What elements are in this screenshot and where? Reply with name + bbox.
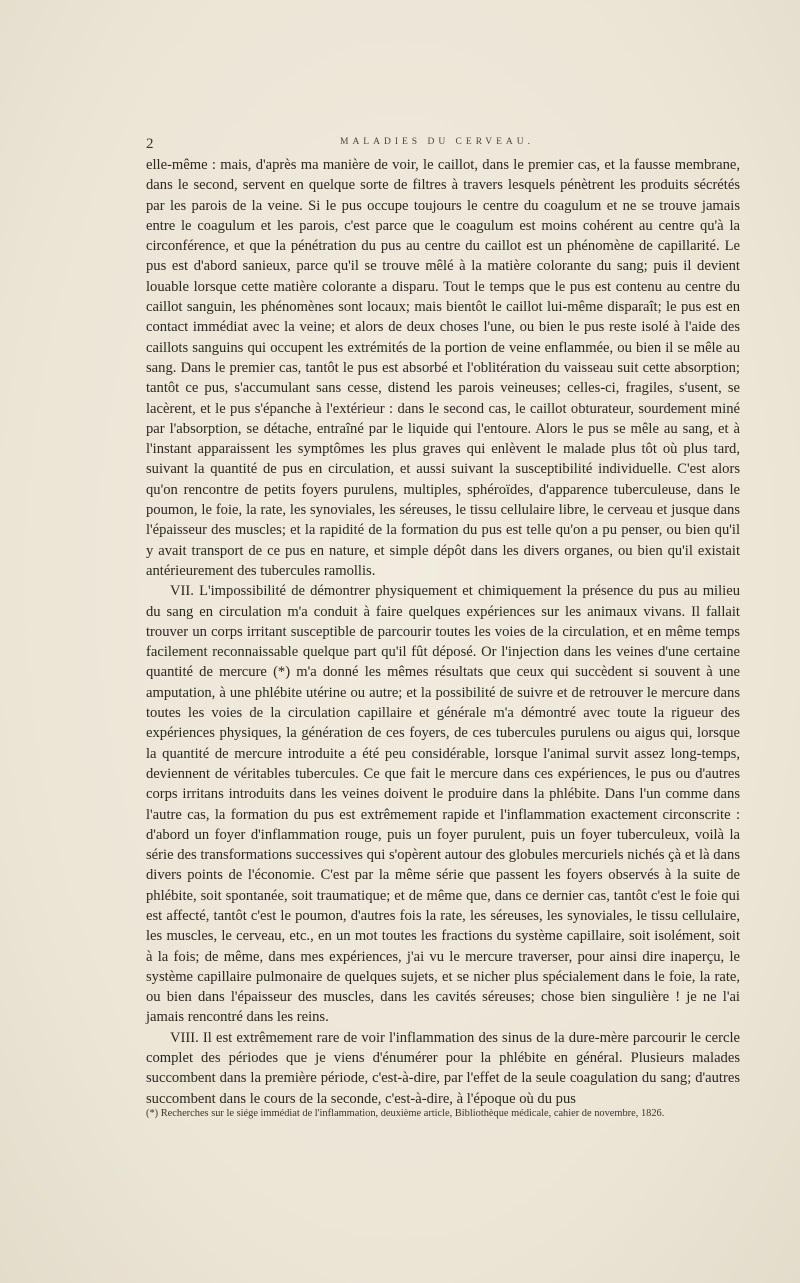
running-head: MALADIES DU CERVEAU. <box>340 137 535 147</box>
paragraph-continuation: elle-même : mais, d'après ma manière de voir, le caillot, dans le premier cas, et la fausse membrane, dans le second, servent en quelque sorte de filtres à travers lesquels pénètrent les produits sécrétés par les parois de la veine. Si le pus occupe toujours le centre du coagulum et ne se trouve jamais entre le coagulum et les parois, c'est parce que le coagulum est moins cohérent au centre qu'à la circonférence, et que la pénétration du pus au centre du caillot est un phénomène de capillarité. Le pus est d'abord sanieux, parce qu'il se trouve mêlé à la matière colorante du sang; puis il devient louable lorsque cette matière colorante a disparu. Tout le temps que le pus est contenu au centre du caillot sanguin, les phénomènes sont locaux; mais bientôt le caillot lui-même disparaît; le pus est en contact immédiat avec la veine; et alors de deux choses l'une, ou bien le pus reste isolé à l'aide des caillots sanguins qui occupent les extrémités de la portion de veine enflammée, ou bien il se mêle au sang. Dans le premier cas, tantôt le pus est absorbé et l'oblitération du vaisseau suit cette absorption; tantôt ce pus, s'accumulant sans cesse, distend les parois veineuses; celles-ci, fragiles, s'usent, se lacèrent, et le pus s'épanche à l'extérieur : dans le second cas, le caillot obturateur, sourdement miné par l'absorption, se détache, entraîné par le liquide qui l'entoure. Alors le pus se mêle au sang, et à l'instant apparaissent les symptômes les plus graves qui enlèvent le malade plus tôt où plus tard, suivant la quantité de pus en circulation, et aussi suivant la susceptibilité individuelle. C'est alors qu'on rencontre de petits foyers purulens, multiples, sphéroïdes, d'apparence tuberculeuse, dans le poumon, le foie, la rate, les synoviales, les séreuses, le tissu cellulaire libre, le cerveau et jusque dans l'épaisseur des muscles; et la rapidité de la formation du pus est telle qu'on a pu penser, ou bien qu'il y avait transport de ce pus en nature, et simple dépôt dans les divers organes, ou bien qu'il existait antérieurement des tubercules ramollis. <box>146 157 740 579</box>
page-number: 2 <box>146 136 154 152</box>
body-text <box>146 155 740 1109</box>
paragraph-section-viii: VIII. Il est extrêmement rare de voir l'inflammation des sinus de la dure-mère parcourir le cercle complet des périodes que je viens d'énumérer pour la phlébite en général. Plusieurs malades succombent dans la première période, c'est-à-dire, par l'effet de la seule coagulation du sang; d'autres succombent dans le cours de la seconde, c'est-à-dire, à l'époque où du pus <box>146 1029 740 1107</box>
paragraph-section-vii: VII. L'impossibilité de démontrer physiquement et chimiquement la présence du pus au milieu du sang en circulation m'a conduit à faire quelques expériences sur les animaux vivans. Il fallait trouver un corps irritant susceptible de parcourir toutes les voies de la circulation, et en même temps facilement reconnaissable quelque part qu'il fût déposé. Or l'injection dans les veines d'une certaine quantité de mercure (*) m'a donné les mêmes résultats que ceux qui succèdent si souvent à une amputation, à une phlébite utérine ou autre; et la possibilité de suivre et de retrouver le mercure dans toutes les voies de la circulation capillaire et générale m'a démontré avec toute la rigueur des expériences physiques, la génération de ces foyers, de ces tubercules purulens ou aigus qui, lorsque la quantité de mercure introduite a été peu considérable, lorsque l'animal survit assez long-temps, deviennent de véritables tubercules. Ce que fait le mercure dans ces expériences, le pus ou d'autres corps irritans introduits dans les veines doivent le produire dans la phlébite. Dans l'un comme dans l'autre cas, la formation du pus est extrêmement rapide et l'inflammation exactement circonscrite : d'abord un foyer d'inflammation rouge, puis un foyer purulent, puis un foyer tuberculeux, voilà la série des transformations successives qui s'opèrent autour des globules mercuriels nichés çà et là dans divers points de l'économie. C'est par la même série que passent les foyers observés à la suite de phlébite, soit spontanée, soit traumatique; et de même que, dans ce dernier cas, tantôt c'est le foie qui est affecté, tantôt c'est le poumon, d'autres fois la rate, les séreuses, les synoviales, le tissu cellulaire, les muscles, le cerveau, etc., en un mot toutes les fractions du système capillaire, soit isolément, soit à la fois; de même, dans mes expériences, j'ai vu le mercure traverser, pour ainsi dire inaperçu, le système capillaire pulmonaire de quelques sujets, et se nicher plus spécialement dans le foie, la rate, ou bien dans l'épaisseur des muscles, dans les cavités séreuses; chose bien singulière ! je ne l'ai jamais rencontré dans les reins. <box>146 583 740 1026</box>
footnote: (*) Recherches sur le siége immédiat de l'inflammation, deuxième article, Bibliothèque médicale, cahier de novembre, 1826. <box>146 1108 665 1119</box>
